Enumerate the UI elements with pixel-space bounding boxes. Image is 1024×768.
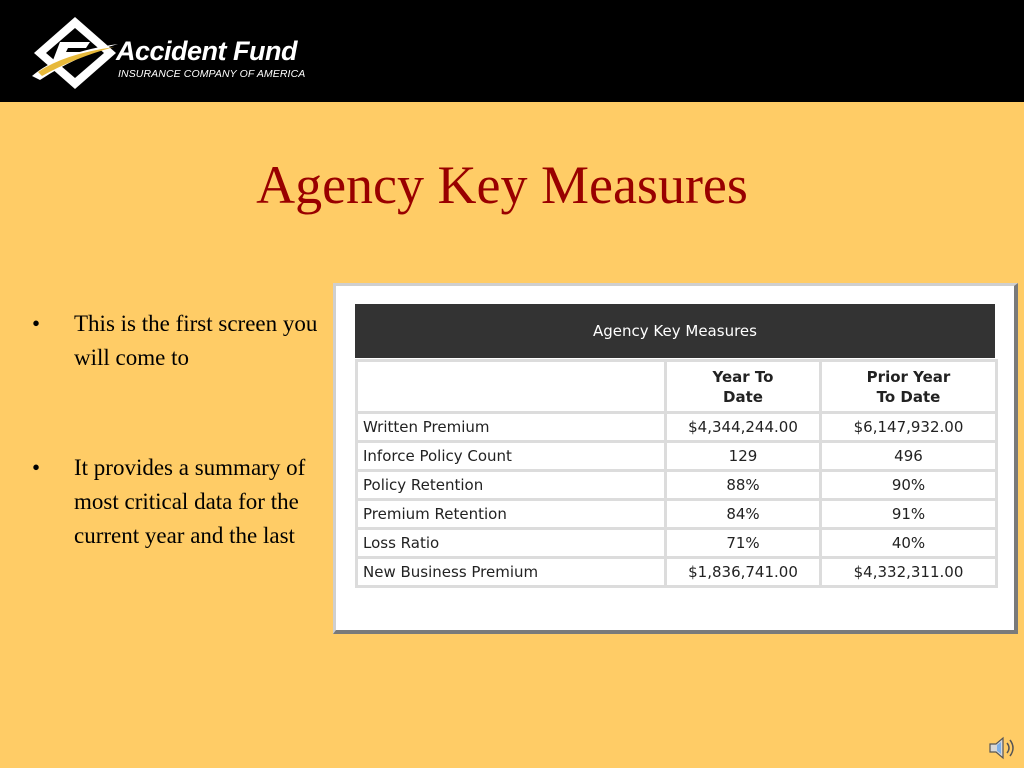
table-row xyxy=(357,558,997,587)
bullet-text: This is the first screen you will come to xyxy=(74,311,318,370)
key-measures-table xyxy=(355,359,998,588)
measure-label: Written Premium xyxy=(357,413,666,442)
measure-label: Premium Retention xyxy=(357,500,666,529)
table-row xyxy=(357,442,997,471)
column-header-line: Prior Year xyxy=(866,367,951,386)
prior-year-value: $6,147,932.00 xyxy=(821,413,997,442)
bullet-item xyxy=(32,307,322,375)
year-to-date-value: $1,836,741.00 xyxy=(666,558,821,587)
column-header-prior-year-to-date xyxy=(821,361,997,413)
year-to-date-value: 129 xyxy=(666,442,821,471)
prior-year-value: 91% xyxy=(821,500,997,529)
key-measures-screenshot xyxy=(333,283,1018,634)
slide-title: Agency Key Measures xyxy=(256,155,748,215)
year-to-date-value: 71% xyxy=(666,529,821,558)
bullet-item xyxy=(32,451,322,553)
table-row xyxy=(357,500,997,529)
company-subtitle: INSURANCE COMPANY OF AMERICA xyxy=(118,68,306,80)
table-header-row xyxy=(357,361,997,413)
table-title: Agency Key Measures xyxy=(355,304,995,358)
bullet-list xyxy=(32,307,322,553)
prior-year-value: 90% xyxy=(821,471,997,500)
speaker-icon[interactable] xyxy=(986,733,1018,763)
measure-label: New Business Premium xyxy=(357,558,666,587)
table-row xyxy=(357,471,997,500)
column-header-line: To Date xyxy=(876,387,941,406)
bullet-marker: • xyxy=(32,455,41,480)
year-to-date-value: 88% xyxy=(666,471,821,500)
measure-label: Policy Retention xyxy=(357,471,666,500)
column-header-line: Year To xyxy=(712,367,774,386)
table-row xyxy=(357,413,997,442)
prior-year-value: 496 xyxy=(821,442,997,471)
measure-label: Inforce Policy Count xyxy=(357,442,666,471)
year-to-date-value: 84% xyxy=(666,500,821,529)
bullet-text: It provides a summary of most critical data for the current year and the last xyxy=(74,455,306,548)
company-name: Accident Fund xyxy=(116,36,297,66)
table-row xyxy=(357,529,997,558)
prior-year-value: $4,332,311.00 xyxy=(821,558,997,587)
bullet-marker: • xyxy=(32,311,41,336)
column-header-line: Date xyxy=(723,387,763,406)
accident-fund-logo-icon xyxy=(30,14,120,92)
column-header-year-to-date xyxy=(666,361,821,413)
year-to-date-value: $4,344,244.00 xyxy=(666,413,821,442)
column-header-measure xyxy=(357,361,666,413)
measure-label: Loss Ratio xyxy=(357,529,666,558)
header-bar xyxy=(0,0,1024,102)
prior-year-value: 40% xyxy=(821,529,997,558)
